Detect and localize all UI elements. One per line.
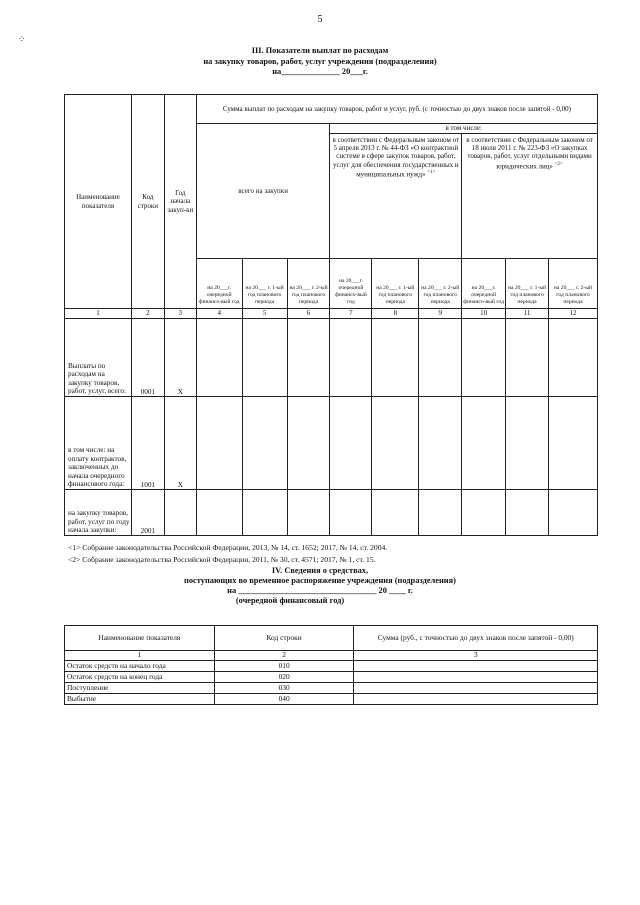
header-sum: Сумма (руб., с точностью до двух знаков после запятой - 0,00)	[354, 626, 598, 651]
col-number: 1	[65, 651, 215, 661]
table-row	[65, 490, 598, 536]
header-name: Наименование показателя	[65, 626, 215, 651]
row-year	[164, 490, 196, 536]
period-4: на 20___г. очередной финансо-вый год	[196, 259, 242, 309]
header-law223: в соответствии с Федеральным законом от 18 июля 2011 г. № 223-ФЗ «О закупках товаров, работ, услуг отдельными видами юридических лиц» $^{<2>}$	[462, 134, 598, 259]
section4-title-line3: на _________________________________ 20 ____ г.	[227, 586, 413, 595]
period-10: на 20___г. очередной финансо-вый год	[462, 259, 506, 309]
purchases-payments-table	[64, 94, 598, 536]
row-year: X	[164, 397, 196, 490]
header-code: Код строки	[214, 626, 354, 651]
col-number: 9	[419, 309, 462, 319]
row-code: 2001	[131, 490, 164, 536]
header-including: в том числе:	[330, 124, 598, 134]
col-number: 3	[354, 651, 598, 661]
period-5: на 20___ г. 1-ый год планового периода	[242, 259, 287, 309]
header-law44: в соответствии с Федеральным законом от 5 апреля 2013 г. № 44-ФЗ «О контрактной системе в сфере закупок товаров, работ, услуг для обеспечения государственных и муниципальных нужд» $^{<1>}$	[330, 134, 462, 259]
section4-title-line1: IV. Сведения о средствах,	[271, 566, 369, 575]
row-code: 010	[214, 661, 354, 672]
row-code: 1001	[131, 397, 164, 490]
section3-title-line1: III. Показатели выплат по расходам	[251, 46, 389, 55]
section4-title	[0, 566, 640, 606]
row-name: на закупку товаров, работ, услуг по году начала закупки:	[65, 490, 132, 536]
col-number: 8	[372, 309, 419, 319]
table-row	[65, 397, 598, 490]
section3-title	[0, 46, 640, 78]
col-number: 6	[287, 309, 330, 319]
col-number: 2	[214, 651, 354, 661]
header-year: Год начала закуп-ки	[164, 95, 196, 309]
col-number: 10	[462, 309, 506, 319]
row-code: 0001	[131, 319, 164, 397]
col-number: 3	[164, 309, 196, 319]
row-code: 030	[214, 683, 354, 694]
period-8: на 20___ г. 1-ый год планового периода	[372, 259, 419, 309]
row-name: Остаток средств на конец года	[65, 672, 215, 683]
table-row	[65, 661, 598, 672]
row-year: X	[164, 319, 196, 397]
footnote-1: <1> Собрание законодательства Российской Федерации, 2013, № 14, ст. 1652; 2017, № 14, ст. 2004.	[68, 543, 388, 552]
row-name: Выплаты по расходам на закупку товаров, работ, услуг, всего:	[65, 319, 132, 397]
row-code: 040	[214, 694, 354, 705]
col-number: 2	[131, 309, 164, 319]
col-number: 7	[330, 309, 372, 319]
footnote-2: <2> Собрание законодательства Российской Федерации, 2011, № 30, ст. 4571; 2017, № 1, ст. 15.	[68, 555, 376, 564]
header-all-purchases: всего на закупки	[196, 124, 330, 259]
period-9: на 20___ г. 2-ый год планового периода	[419, 259, 462, 309]
section3-title-line2: на закупку товаров, работ, услуг учреждения (подразделения)	[203, 56, 437, 66]
col-number: 12	[549, 309, 598, 319]
header-name: Наименование показателя	[65, 95, 132, 309]
section4-title-line2: поступающих во временное распоряжение учреждения (подразделения)	[184, 576, 456, 585]
header-sum: Сумма выплат по расходам на закупку товаров, работ и услуг, руб. (с точностью до двух знаков после запятой - 0,00)	[196, 95, 597, 124]
period-12: на 20___ г. 2-ый год планового периода	[549, 259, 598, 309]
row-name: в том числе: на оплату контрактов, заключенных до начала очередного финансового года:	[65, 397, 132, 490]
table-row	[65, 694, 598, 705]
row-name: Поступление	[65, 683, 215, 694]
row-code: 020	[214, 672, 354, 683]
section3-title-line3: на______________ 20___г.	[272, 67, 368, 76]
table-row	[65, 683, 598, 694]
header-code: Код строки	[131, 95, 164, 309]
period-7: на 20___г. очередной финансо-вый год	[330, 259, 372, 309]
temporary-funds-table	[64, 625, 598, 705]
row-name: Остаток средств на начало года	[65, 661, 215, 672]
row-name: Выбытие	[65, 694, 215, 705]
margin-mark: ⁘	[18, 34, 26, 44]
table-row	[65, 672, 598, 683]
page-number: 5	[317, 14, 323, 25]
col-number: 5	[242, 309, 287, 319]
period-11: на 20___ г. 1-ый год планового периода	[506, 259, 549, 309]
section4-title-line4: (очередной финансовый год)	[235, 596, 345, 605]
period-6: на 20___ г. 2-ый год планового периода	[287, 259, 330, 309]
col-number: 4	[196, 309, 242, 319]
col-number: 1	[65, 309, 132, 319]
col-number: 11	[506, 309, 549, 319]
table-row	[65, 319, 598, 397]
